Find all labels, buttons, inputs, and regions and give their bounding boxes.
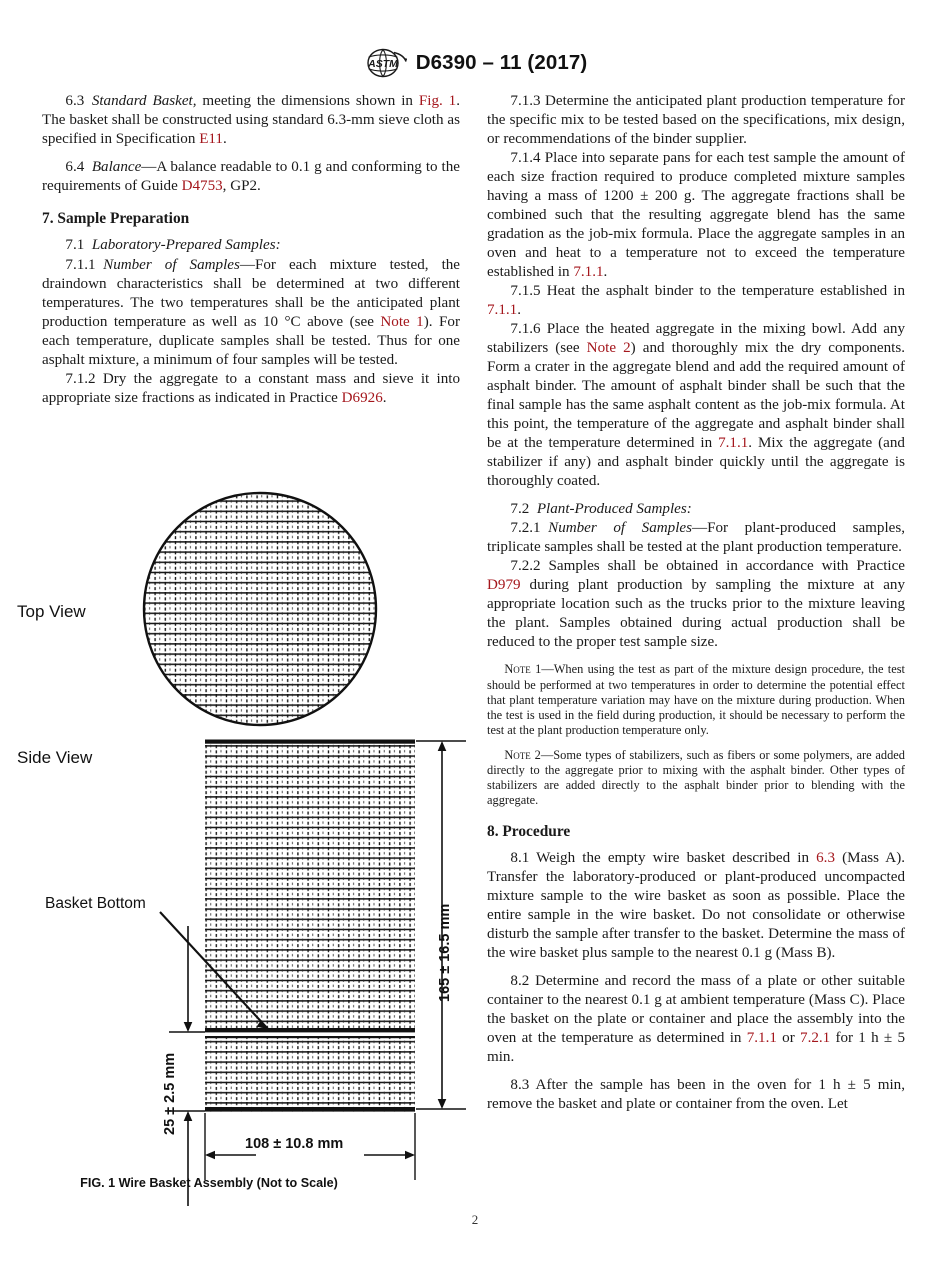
para-text-b: . [603,264,608,281]
link-d6926[interactable]: D6926 [341,389,383,406]
link-7-1-1[interactable]: 7.1.1 [746,1030,777,1047]
paragraph-6-4 [42,158,460,196]
paragraph-8-3 [487,1076,905,1114]
paragraph-7-2-1 [487,519,905,557]
note-2 [487,748,905,809]
note-label: Note [504,662,531,677]
para-text: Weigh the empty wire basket described in [529,849,817,866]
dimension-label-base-height: 25 ± 2.5 mm [162,1052,178,1135]
link-fig-1[interactable]: Fig. 1 [418,93,457,109]
para-text: —For each mixture tested, the draindown characteristics shall be determined at two different temperatures. The two temperatures shall be the anticipated plant production temperature as well as 10 °C above (see [42,256,461,330]
label-side-view: Side View [17,748,93,767]
note-1 [487,662,905,738]
svg-text:ASTM: ASTM [367,58,398,71]
para-number: 7.2.1 [510,520,541,537]
dimension-label-width: 108 ± 10.8 mm [245,1136,344,1152]
para-text: Place into separate pans for each test sample the amount of each size fraction required to produce completed mixture samples having a mass of 1200 ± 200 g. The aggregate fractions shall be combined such that the resulting aggregate blend has the same gradation as the job-mix formula. Place the aggregate samples in an oven and heat to a temperature not to exceed the temperature established in [487,150,905,281]
para-text: Heat the asphalt binder to the temperature established in [540,283,905,300]
label-top-view: Top View [17,602,86,621]
paragraph-8-2 [487,972,905,1067]
para-term: Balance [91,159,142,176]
dimension-label-overall-height: 165 ± 16.5 mm [437,903,453,1002]
link-e11[interactable]: E11 [199,131,223,148]
label-basket-bottom: Basket Bottom [45,895,146,912]
para-number: 7.1.6 [510,321,541,338]
paragraph-7-1-1 [42,256,460,370]
link-note-1[interactable]: Note 1 [380,313,424,330]
para-text: meeting the dimensions shown in [196,93,419,109]
paragraph-7-1 [42,236,460,255]
figure-caption: FIG. 1 Wire Basket Assembly (Not to Scale) [80,1176,338,1190]
para-number: 7.1.1 [65,256,96,273]
para-number: 7.2.2 [510,558,541,575]
para-text: Dry the aggregate to a constant mass and sieve it into appropriate size fractions as indicated in Practice [42,370,460,406]
para-text: Determine and record the mass of a plate or other suitable container to the nearest 0.1 g at ambient temperature (Mass C). Place the basket on the plate or container and place the assembly into the oven at the temperature as determined in [487,973,905,1047]
para-text: Place the heated aggregate in the mixing bowl. Add any stabilizers (see [487,321,905,357]
link-d4753[interactable]: D4753 [181,178,223,195]
para-number: 6.3 [65,93,85,109]
link-7-1-1[interactable]: 7.1.1 [487,302,518,319]
right-column [487,92,905,1114]
para-text: —For plant-produced samples, triplicate samples shall be tested at the plant production temperature. [487,520,906,556]
para-text-b: . [517,302,521,319]
para-text-b: during plant production by sampling the mixture at any appropriate location such as the trucks prior to the mixture leaving the plant. Samples obtained during actual production shall be reduced to the proper test sample size. [487,577,905,651]
link-7-2-1[interactable]: 7.2.1 [800,1030,831,1047]
note-number: 2 [530,748,541,763]
para-text-c: . Mix the aggregate (and stabilizer if any) and asphalt binder quickly until the aggregate is thoroughly coated. [487,435,905,490]
para-text-b: ). For each temperature, duplicate samples shall be tested. Thus for one asphalt mixture, a minimum of four samples will be tested. [42,313,460,368]
paragraph-7-1-3 [487,92,905,149]
top-view-mesh [142,490,382,734]
paragraph-7-1-6 [487,320,905,491]
para-term: Number of Samples [548,520,692,537]
para-number: 7.1.4 [510,150,541,167]
para-text-b: or [776,1030,801,1047]
paragraph-7-2-2 [487,557,905,652]
para-number: 8.3 [510,1077,530,1094]
para-number: 8.2 [510,973,530,990]
para-text-c: . [222,131,227,148]
para-term: Plant-Produced Samples: [536,501,692,518]
para-term: Laboratory-Prepared Samples: [91,237,281,254]
section-heading-7: 7. Sample Preparation [42,210,190,228]
para-number: 7.1.3 [510,93,541,109]
link-7-1-1[interactable]: 7.1.1 [718,435,749,452]
para-number: 7.2 [510,501,530,518]
para-text: Determine the anticipated plant production temperature for the specific mix to be tested based on the specifications, mix design, or recommendations of the binder supplier. [487,93,905,148]
para-number: 7.1.2 [65,370,96,387]
para-text: Samples shall be obtained in accordance with Practice [540,558,905,575]
paragraph-7-1-5 [487,282,905,320]
para-term: Number of Samples [103,256,240,273]
para-text: After the sample has been in the oven for 1 h ± 5 min, remove the basket and plate or container from the oven. Let [487,1077,905,1113]
link-note-2[interactable]: Note 2 [586,340,631,357]
astm-logo-icon [363,48,407,78]
para-text-b: . The basket shall be constructed using standard 6.3-mm sieve cloth as specified in Specification [42,93,461,148]
paragraph-7-1-2 [42,370,460,408]
para-text-b: ) and thoroughly mix the dry components. Form a crater in the aggregate blend and add the required amount of asphalt binder. The amount of asphalt binder shall be such that the final sample has the same asphalt content as the job-mix formula. At this point, the temperature of the aggregate and asphalt binder shall be at the temperature determined in [487,340,905,452]
note-label: Note [504,748,531,763]
section-heading-8: 8. Procedure [487,822,571,840]
paragraph-7-1-4 [487,149,905,282]
wire-basket-drawing [42,490,482,1210]
para-text-b: (Mass A). Transfer the laboratory-produced or plant-produced uncompacted mixture sample to the wire basket as soon as possible. Place the entire sample in the wire basket. Do not consolidate or otherwise disturb the sample after transfer to the basket. Determine the mass of the wire basket plus sample to the nearest 0.1 g (Mass B). [487,849,906,962]
para-text-b: . [382,389,387,406]
para-text-c: for 1 h ± 5 min. [487,1030,905,1066]
para-text: —A balance readable to 0.1 g and conforming to the requirements of Guide [42,159,460,195]
page-number: 2 [471,1212,479,1227]
paragraph-6-3 [42,92,460,149]
link-7-1-1[interactable]: 7.1.1 [573,264,604,281]
link-6-3[interactable]: 6.3 [816,849,835,866]
page-header [0,48,950,78]
note-text: —When using the test as part of the mixture design procedure, the test should be performed at two temperatures in order to determine the potential effect that plant temperature variation may have on the mixture during production. When the test is used in the field during production, it should be necessary to perform the test at the plant production temperature only. [487,662,905,737]
para-term: Standard Basket, [91,93,197,109]
note-number: 1 [530,662,542,677]
document-title: D6390 – 11 (2017) [415,51,588,74]
paragraph-7-2 [487,500,905,519]
para-text-b: , GP2. [222,178,261,195]
left-column [42,92,460,408]
link-d979[interactable]: D979 [487,577,521,594]
side-view-base-mesh [202,1036,418,1114]
para-number: 7.1.5 [510,283,541,300]
note-text: —Some types of stabilizers, such as fibers or some polymers, are added directly to the aggregate prior to mixing with the asphalt binder. Other types of stabilizers are added directly to the asphalt binder prior to blending with the aggregate. [487,748,906,808]
para-number: 8.1 [510,849,530,866]
para-number: 7.1 [65,237,85,254]
para-number: 6.4 [65,159,85,176]
paragraph-8-1 [487,849,905,963]
